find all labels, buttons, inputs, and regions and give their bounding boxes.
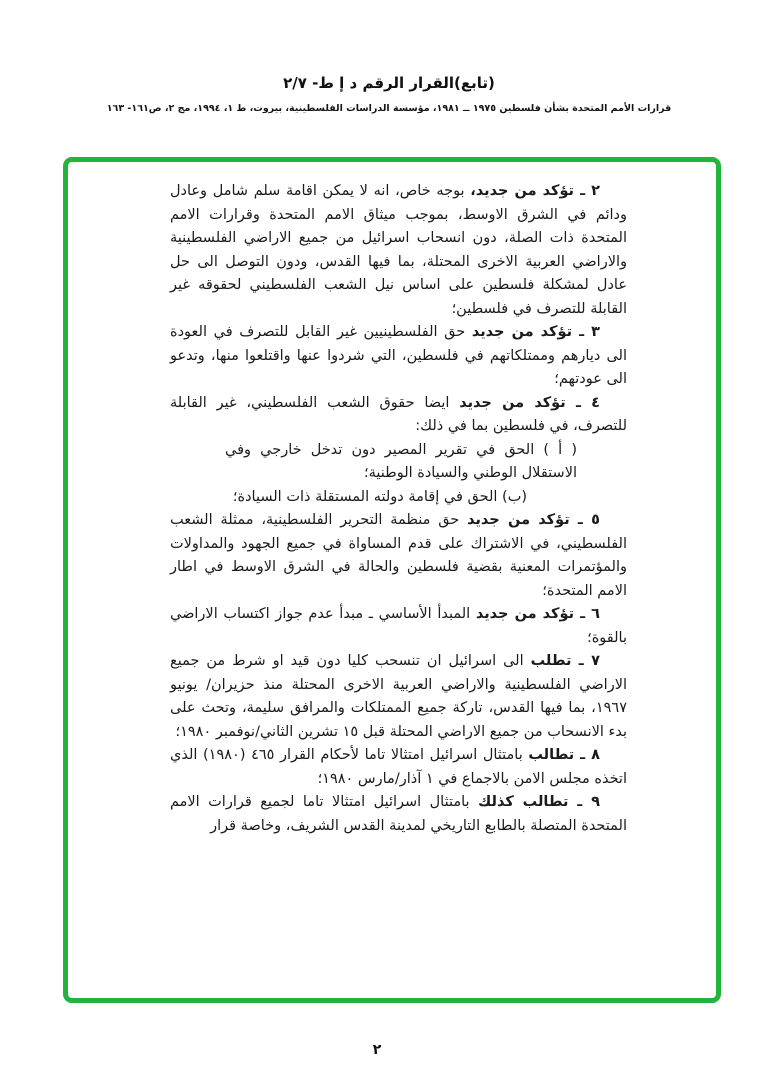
subitem-text: الحق في إقامة دولته المستقلة ذات السيادة؛ (232, 488, 498, 505)
clause-number: ٢ ـ (574, 183, 601, 199)
clause-number: ٧ ـ (571, 653, 600, 669)
clause-body: المبدأ الأساسي ـ مبدأ عدم جواز اكتساب الاراضي بالقوة؛ (170, 606, 627, 646)
subitem-text: الحق في تقرير المصير دون تدخل خارجي وفي الاستقلال الوطني والسيادة الوطنية؛ (225, 441, 577, 481)
clause-subitem-b (170, 486, 527, 510)
source-citation-line: قرارات الأمم المتحدة بشأن فلسطين ١٩٧٥ ــ ١٩٨١، مؤسسة الدراسات الفلسطينية، بيروت، ط ١، ١٩٩٤، مج ٢، ص١٦١- ١٦٣ (106, 103, 672, 114)
resolution-clause-2 (170, 180, 627, 321)
clause-body: بوجه خاص، انه لا يمكن اقامة سلم شامل وعادل ودائم في الشرق الاوسط، بموجب ميثاق الامم المتحدة وقرارات الامم المتحدة ذات الصلة، دون انسحاب اسرائيل من جميع الاراضي الفلسطينية والاراضي العربية الاخرى المحتلة، بما فيها القدس، ودون التوصل الى حل عادل لمشكلة فلسطين على اساس نيل الشعب الفلسطيني لحقوقه غير القابلة للتصرف في فلسطين؛ (170, 183, 627, 317)
clause-body: بامتثال اسرائيل امتثالا تاما لأحكام القرار ٤٦٥ (١٩٨٠) الذي اتخذه مجلس الامن بالاجماع في ١ آذار/مارس ١٩٨٠؛ (170, 747, 627, 787)
clause-number: ٨ ـ (574, 747, 600, 763)
subitem-label: ( أ ) (534, 441, 577, 458)
resolution-clause-4 (170, 392, 627, 439)
clause-body: حق الفلسطينيين غير القابل للتصرف في العودة الى ديارهم وممتلكاتهم في فلسطين، التي شردوا عنها واقتلعوا منها، وتدعو الى عودتهم؛ (170, 324, 627, 387)
resolution-text-column (170, 180, 627, 838)
clause-body: حق منظمة التحرير الفلسطينية، ممثلة الشعب الفلسطيني، في الاشتراك على قدم المساواة في جميع الجهود والمداولات والمؤتمرات المعنية بقضية فلسطين والحالة في الشرق الاوسط في اطار الامم المتحدة؛ (170, 512, 627, 599)
clause-body: ايضا حقوق الشعب الفلسطيني، غير القابلة للتصرف، في فلسطين بما في ذلك: (170, 394, 627, 434)
resolution-clause-8 (170, 744, 627, 791)
clause-subitem-a (225, 439, 577, 486)
resolution-clause-7 (170, 650, 627, 744)
clause-body: الى اسرائيل ان تنسحب كليا دون قيد او شرط من جميع الاراضي الفلسطينية والاراضي العربية الاخرى المحتلة منذ حزيران/ يونيو ١٩٦٧، بما فيها القدس، تاركة جميع الممتلكات والمرافق سليمة، وتحث على بدء الانسحاب من جميع الاراضي المحتلة قبل ١٥ تشرين الثاني/نوفمبر ١٩٨٠؛ (170, 653, 627, 740)
clause-lead: تؤكد من جديد (471, 324, 573, 340)
resolution-clause-9 (170, 791, 627, 838)
clause-lead: تطالب (528, 747, 575, 763)
clause-number: ٥ ـ (569, 512, 600, 528)
subitem-label: (ب) (497, 488, 527, 505)
clause-lead: تؤكد من جديد (467, 512, 570, 528)
clause-lead: تؤكد من جديد (475, 606, 575, 622)
clause-number: ٦ ـ (574, 606, 600, 622)
clause-lead: تطلب (530, 653, 572, 669)
resolution-clause-6 (170, 603, 627, 650)
clause-lead: تطالب كذلك (478, 794, 569, 810)
clause-number: ٩ ـ (568, 794, 600, 810)
resolution-header-title: (تابع)القرار الرقم د إ ط- ٢/٧ (283, 74, 495, 92)
clause-lead: تؤكد من جديد، (470, 183, 574, 199)
clause-number: ٤ ـ (565, 394, 600, 411)
resolution-clause-3 (170, 321, 627, 392)
resolution-clause-5 (170, 509, 627, 603)
clause-body: بامتثال اسرائيل امتثالا تاما لجميع قرارات الامم المتحدة المتصلة بالطابع التاريخي لمدينة القدس الشريف، وخاصة قرار (170, 794, 627, 834)
clause-number: ٣ ـ (572, 324, 600, 340)
clause-lead: تؤكد من جديد (459, 394, 566, 411)
page-number: ٢ (372, 1042, 382, 1058)
